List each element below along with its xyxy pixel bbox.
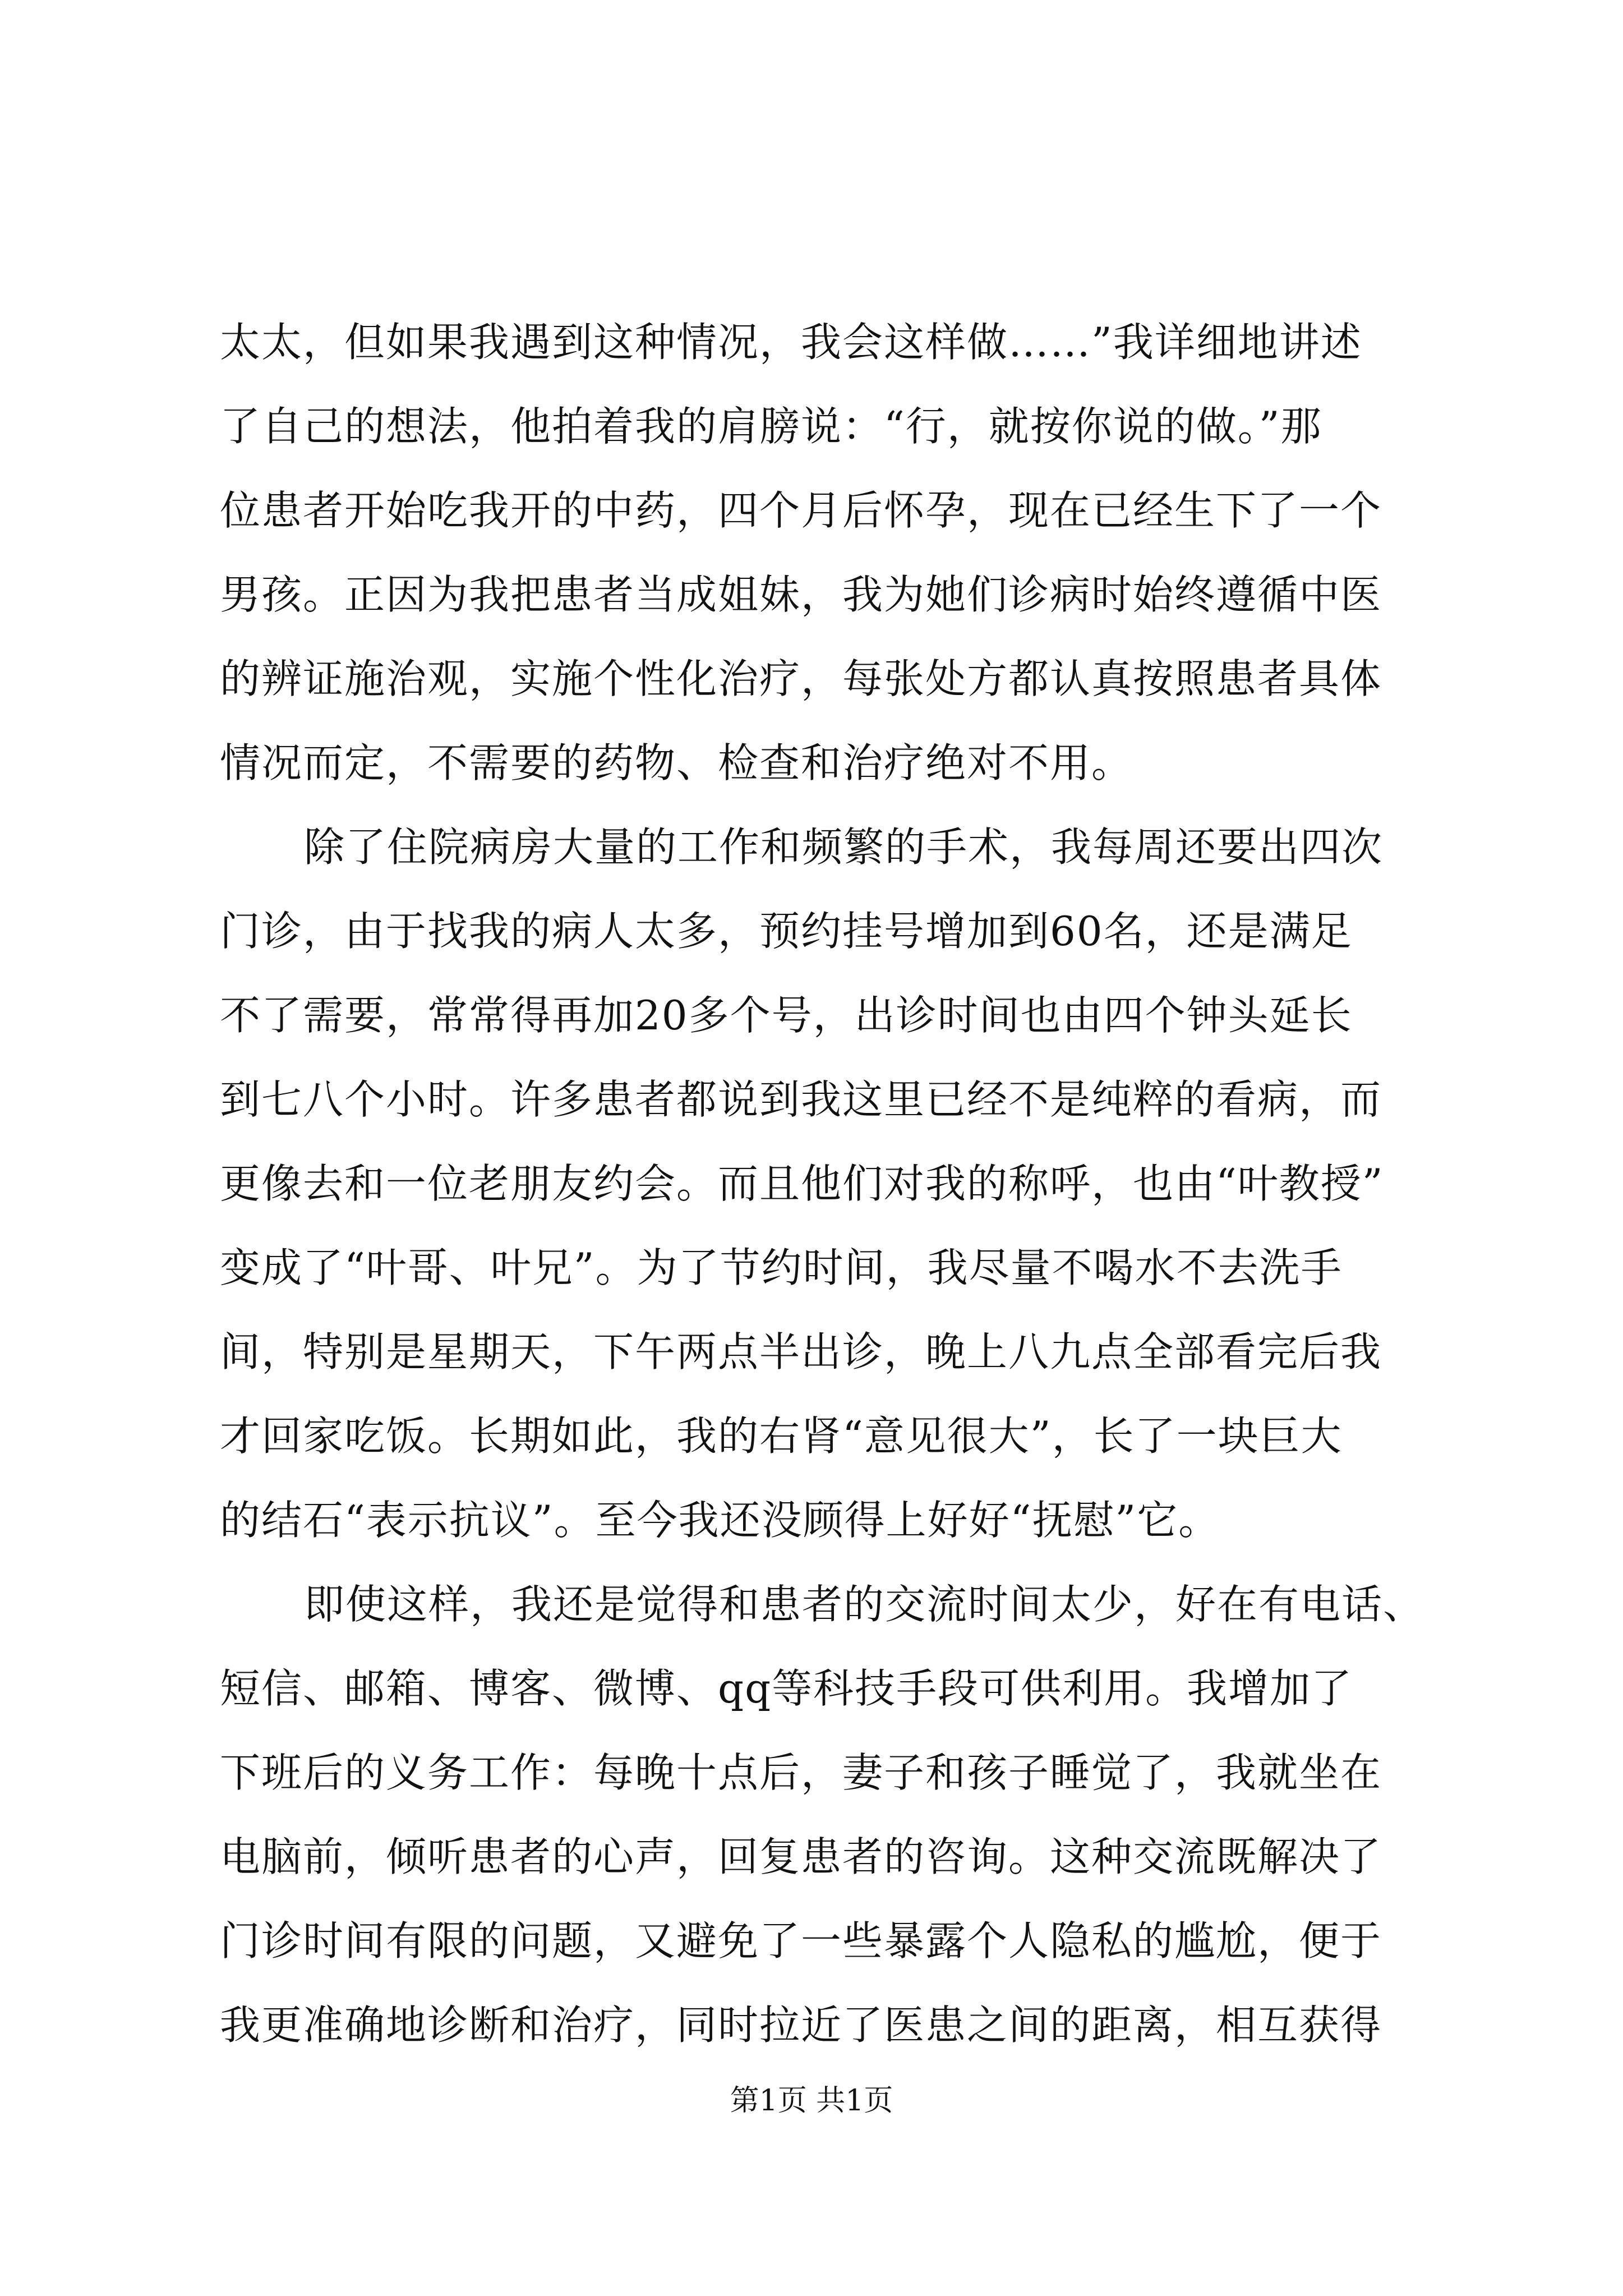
text-line: 短信、邮箱、博客、微博、qq等科技手段可供利用。我增加了 — [220, 1665, 1353, 1712]
text-line: 间，特别是星期天，下午两点半出诊，晚上八九点全部看完后我 — [220, 1328, 1382, 1375]
text-line: 了自己的想法，他拍着我的肩膀说：“行，就按你说的做。”那 — [220, 403, 1322, 450]
text-line: 才回家吃饭。长期如此，我的右肾“意见很大”，长了一块巨大 — [220, 1412, 1343, 1460]
text-line: 门诊时间有限的问题，又避免了一些暴露个人隐私的尴尬，便于 — [220, 1917, 1382, 1964]
text-line: 变成了“叶哥、叶兄”。为了节约时间，我尽量不喝水不去洗手 — [220, 1244, 1343, 1291]
text-line: 更像去和一位老朋友约会。而且他们对我的称呼，也由“叶教授” — [220, 1160, 1384, 1207]
paragraph-first-line: 除了住院病房大量的工作和频繁的手术，我每周还要出四次 — [304, 823, 1384, 871]
text-line: 到七八个小时。许多患者都说到我这里已经不是纯粹的看病，而 — [220, 1076, 1382, 1123]
text-line: 太太，但如果我遇到这种情况，我会这样做……”我详细地讲述 — [220, 319, 1362, 366]
text-line: 门诊，由于找我的病人太多，预约挂号增加到60名，还是满足 — [220, 908, 1353, 955]
text-line: 下班后的义务工作：每晚十点后，妻子和孩子睡觉了，我就坐在 — [220, 1749, 1382, 1796]
text-line: 的辨证施治观，实施个性化治疗，每张处方都认真按照患者具体 — [220, 655, 1382, 702]
page-footer: 第1页 共1页 — [730, 2084, 893, 2118]
text-line: 的结石“表示抗议”。至今我还没顾得上好好“抚慰”它。 — [220, 1497, 1220, 1544]
text-line: 不了需要，常常得再加20多个号，出诊时间也由四个钟头延长 — [220, 992, 1353, 1039]
text-line: 位患者开始吃我开的中药，四个月后怀孕，现在已经生下了一个 — [220, 487, 1382, 534]
text-line: 电脑前，倾听患者的心声，回复患者的咨询。这种交流既解决了 — [220, 1833, 1382, 1880]
paragraph-first-line: 即使这样，我还是觉得和患者的交流时间太少，好在有电话、 — [304, 1581, 1425, 1628]
text-line: 情况而定，不需要的药物、检查和治疗绝对不用。 — [220, 739, 1133, 786]
text-line: 我更准确地诊断和治疗，同时拉近了医患之间的距离，相互获得 — [220, 2001, 1382, 2049]
text-line: 男孩。正因为我把患者当成姐妹，我为她们诊病时始终遵循中医 — [220, 571, 1382, 618]
